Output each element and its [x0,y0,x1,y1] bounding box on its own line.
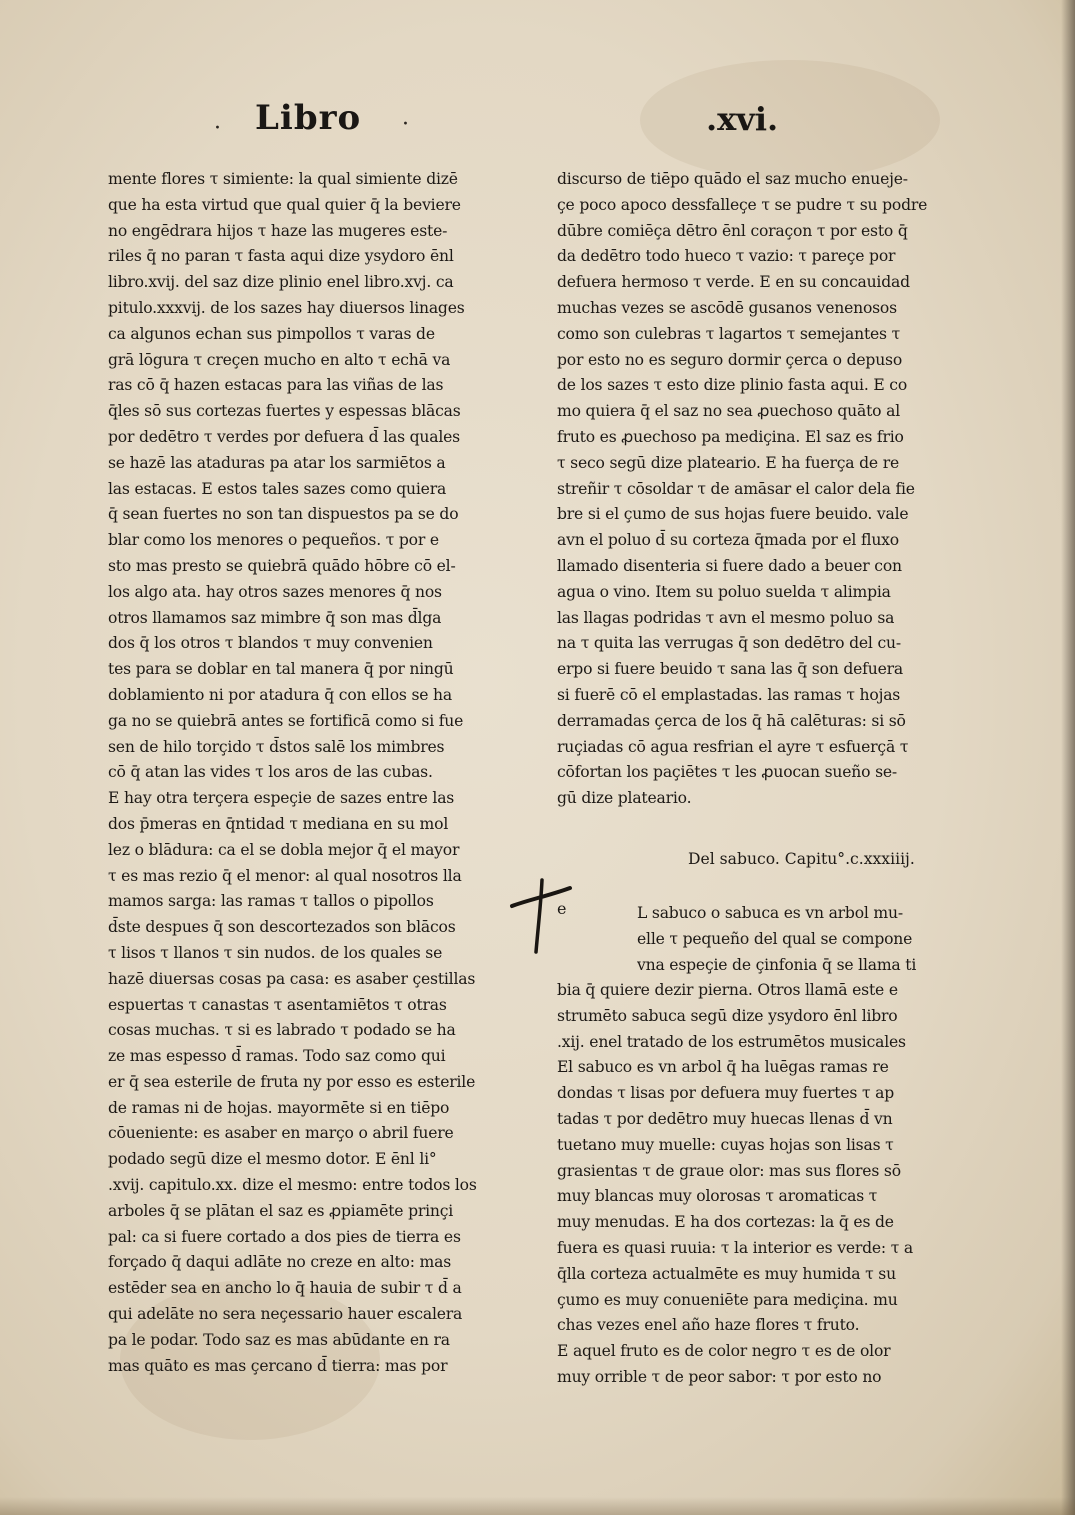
text-line: pa le podar. Todo saz es mas abūdante en ra [108,1330,450,1349]
text-line: dos p̄meras en q̄ntidad τ mediana en su mol [108,814,449,833]
guide-letter: e [557,899,567,918]
text-line: de ramas ni de hojas. mayormēte si en tiēpo [108,1098,450,1117]
text-line: forçado q̄ daqui adlāte no creze en alto: mas [108,1253,452,1272]
handwritten-cross-mark [508,878,588,958]
text-line: defuera hermoso τ verde. E en su concauidad [557,273,910,292]
text-line: τ seco segū dize plateario. E ha fuerça de re [557,453,899,472]
text-line: strumēto sabuca segū dize ysydoro ēnl libro [557,1006,898,1025]
text-line: cōueniente: es asaber en março o abril fuere [108,1124,454,1143]
text-line: riles q̄ no paran τ fasta aqui dize ysydoro ēnl [108,247,454,266]
right-text-column-bottom [557,978,949,1391]
text-line: E aquel fruto es de color negro τ es de olor [557,1342,891,1361]
text-line: El sabuco es vn arbol q̄ ha luēgas ramas re [557,1058,889,1077]
text-line: muy menudas. E ha dos cortezas: la q̄ es de [557,1213,894,1232]
running-header-title: Libro [255,98,362,138]
text-line: blar como los menores o pequeños. τ por e [108,531,439,550]
text-line: por dedētro τ verdes por defuera d̄ las quales [108,427,460,446]
text-line: muy blancas muy olorosas τ aromaticas τ [557,1187,878,1206]
ornament-dot: · [214,116,221,141]
text-line: q̄lla corteza actualmēte es muy humida τ su [557,1264,896,1283]
text-line: como son culebras τ lagartos τ semejantes τ [557,324,901,343]
right-text-column-indented [637,901,949,978]
text-line: bia q̄ quiere dezir pierna. Otros llamā este e [557,981,898,999]
text-line: vna espeçie de çinfonia q̄ se llama ti [637,955,917,974]
left-text-column [108,167,500,1379]
text-line: pal: ca si fuere cortado a dos pies de tierra es [108,1227,461,1246]
text-line: las llagas podridas τ avn el mesmo poluo sa [557,608,895,627]
text-line: fuera es quasi ruuia: τ la interior es verde: τ a [557,1238,914,1257]
text-line: las estacas. E estos tales sazes como quiera [108,479,447,498]
text-line: bre si el çumo de sus hojas fuere beuido. vale [557,505,909,524]
text-line: muchas vezes se ascōdē gusanos venenosos [557,298,897,317]
text-line: estēder sea en ancho lo q̄ hauia de subir τ d̄ a [108,1279,462,1298]
text-line: pitulo.xxxvij. de los sazes hay diuersos linages [108,298,465,317]
text-line: espuertas τ canastas τ asentamiētos τ otras [108,995,447,1014]
text-line: libro.xvij. del saz dize plinio enel libro.xvj. ca [108,273,454,292]
text-line: tadas τ por dedētro muy huecas llenas d̄ vn [557,1109,893,1128]
text-line: chas vezes enel año haze flores τ fruto. [557,1316,860,1335]
text-line: de los sazes τ esto dize plinio fasta aqui. E co [557,376,908,395]
text-line: sen de hilo torçido τ d̄stos salē los mimbres [108,737,445,756]
text-line: doblamiento ni por atadura q̄ con ellos se ha [108,685,452,704]
text-line: erpo si fuere beuido τ sana las q̄ son defuera [557,660,903,679]
text-line: dos q̄ los otros τ blandos τ muy convenien [108,634,433,653]
text-line: arboles q̄ se plātan el saz es ꝓpiamēte prinçi [108,1201,454,1220]
text-line: E hay otra terçera espeçie de sazes entre las [108,789,455,808]
text-line: streñir τ cōsoldar τ de amāsar el calor dela fie [557,479,915,498]
text-line: se hazē las ataduras pa atar los sarmiētos a [108,453,446,472]
text-line: mente flores τ simiente: la qual simiente dizē [108,170,458,188]
text-line: avn el poluo d̄ su corteza q̄mada por el fluxo [557,531,899,550]
text-line: na τ quita las verrugas q̄ son dedētro del cu- [557,634,901,653]
text-line: sto mas presto se quiebrā quādo hōbre cō el- [108,556,456,575]
text-line: çe poco apoco dessfalleçe τ se pudre τ su podre [557,195,928,214]
text-line: q̄ sean fuertes no son tan dispuestos pa se do [108,505,459,524]
text-line: mas quāto es mas çercano d̄ tierra: mas por [108,1356,448,1375]
text-line: da dedētro todo hueco τ vazio: τ pareçe por [557,247,896,266]
text-line: hazē diuersas cosas pa casa: es asaber çestillas [108,969,476,988]
text-line: cōfortan los paçiētes τ les ꝓuocan sueño se- [557,763,897,782]
text-line: er q̄ sea esterile de fruta ny por esso es esterile [108,1072,476,1091]
text-line: τ lisos τ llanos τ sin nudos. de los quales se [108,943,443,962]
page-edge-shadow [0,1497,1075,1515]
text-line: por esto no es seguro dormir çerca o depuso [557,350,903,369]
text-line: discurso de tiēpo quādo el saz mucho enueje- [557,170,908,188]
text-line: ca algunos echan sus pimpollos τ varas de [108,324,435,343]
folio-number: .xvi. [706,100,779,138]
ornament-dot: · [402,112,409,137]
text-line: cō q̄ atan las vides τ los aros de las cubas. [108,763,433,782]
text-line: tes para se doblar en tal manera q̄ por ningū [108,660,454,679]
text-line: L sabuco o sabuca es vn arbol mu- [637,904,903,922]
text-line: ga no se quiebrā antes se fortificā como si fue [108,711,464,730]
chapter-heading: Del sabuco. Capitu°.c.xxxiiij. [688,850,915,868]
text-line: que ha esta virtud que qual quier q̄ la beviere [108,195,461,214]
text-line: dūbre comiēça dētro ēnl coraçon τ por esto q̄ [557,221,908,240]
text-line: dondas τ lisas por defuera muy fuertes τ ap [557,1084,895,1103]
text-line: qui adelāte no sera neçessario hauer escalera [108,1305,463,1324]
right-text-column-top [557,167,949,812]
text-line: agua o vino. Item su poluo suelda τ alimpia [557,582,891,601]
text-line: q̄les sō sus cortezas fuertes y espessas blācas [108,402,461,421]
paper-stain [640,60,940,180]
text-line: cosas muchas. τ si es labrado τ podado se ha [108,1021,456,1040]
text-line: derramadas çerca de los q̄ hā calēturas: si sō [557,711,906,730]
text-line: ze mas espesso d̄ ramas. Todo saz como qui [108,1047,446,1066]
text-line: grasientas τ de graue olor: mas sus flores sō [557,1161,901,1180]
text-line: muy orrible τ de peor sabor: τ por esto no [557,1367,882,1386]
text-line: tuetano muy muelle: cuyas hojas son lisas τ [557,1135,894,1154]
text-line: si fuerē cō el emplastadas. las ramas τ hojas [557,685,901,704]
text-line: .xvij. capitulo.xx. dize el mesmo: entre todos los [108,1176,477,1195]
text-line: llamado disenteria si fuere dado a beuer con [557,556,902,575]
text-line: otros llamamos saz mimbre q̄ son mas d̄lga [108,608,442,627]
text-line: çumo es muy conueniēte para mediçina. mu [557,1290,898,1309]
text-line: no engēdrara hijos τ haze las mugeres este- [108,221,448,240]
text-line: .xij. enel tratado de los estrumētos musicales [557,1032,906,1051]
text-line: d̄ste despues q̄ son descortezados son blācos [108,918,456,937]
text-line: podado segū dize el mesmo dotor. E ēnl li° [108,1150,437,1169]
text-line: mo quiera q̄ el saz no sea ꝓuechoso quāto al [557,402,901,421]
text-line: lez o blādura: ca el se dobla mejor q̄ el mayor [108,840,460,859]
text-line: los algo ata. hay otros sazes menores q̄ nos [108,582,442,601]
text-line: elle τ pequeño del qual se compone [637,929,913,948]
text-line: ruçiadas cō agua resfrian el ayre τ esfuerçā τ [557,737,909,756]
text-line: ras cō q̄ hazen estacas para las viñas de las [108,376,444,395]
text-line: mamos sarga: las ramas τ tallos o pipollos [108,892,434,911]
text-line: τ es mas rezio q̄ el menor: al qual nosotros lla [108,866,462,885]
text-line: gū dize plateario. [557,789,692,808]
text-line: grā lōgura τ creçen mucho en alto τ echā va [108,350,451,369]
text-line: fruto es ꝓuechoso pa mediçina. El saz es frio [557,427,904,446]
page-edge-shadow [1061,0,1075,1515]
